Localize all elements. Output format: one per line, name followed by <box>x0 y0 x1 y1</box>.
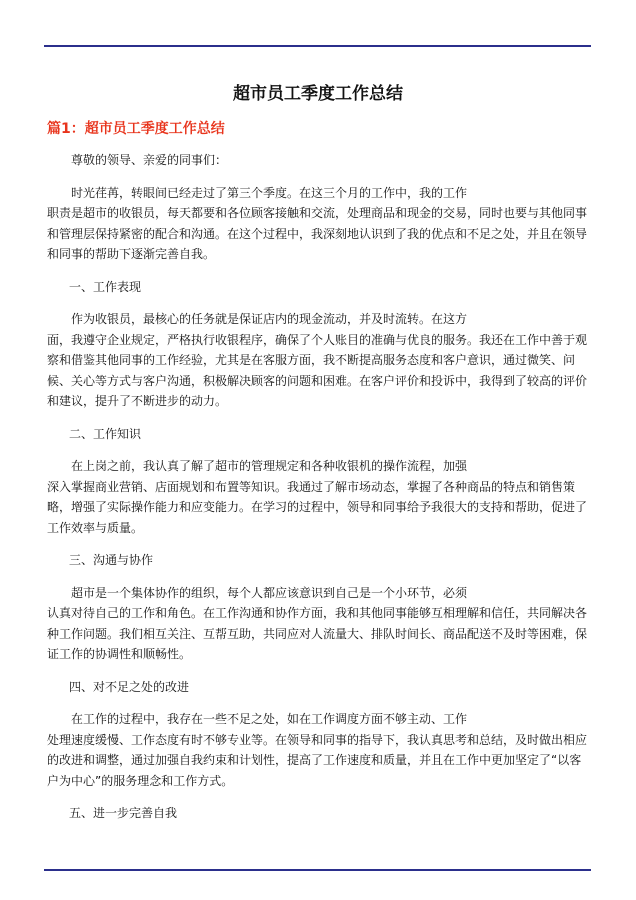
section-4-line-1: 在工作的过程中，我存在一些不足之处，如在工作调度方面不够主动、工作 <box>71 712 468 726</box>
top-rule <box>44 45 591 47</box>
section-3-line-1: 超市是一个集体协作的组织，每个人都应该意识到自己是一个小环节，必须 <box>71 585 468 600</box>
intro-line-1: 时光荏苒，转眼间已经走过了第三个季度。在这三个月的工作中，我的工作 <box>71 185 468 200</box>
section-paragraph-4 <box>47 709 589 791</box>
section-heading-5: 五、进一步完善自我 <box>69 806 178 820</box>
section-paragraph-3 <box>47 583 589 665</box>
section-heading-4: 四、对不足之处的改进 <box>69 679 190 694</box>
section-1-line-rest: 面，我遵守企业规定，严格执行收银程序，确保了个人账目的准确与优良的服务。我还在工作中善于观察和借鉴其他同事的工作经验，尤其是在客服方面，我不断提高服务态度和客户意识，通过微笑、问候、关心等方式与客户沟通，积极解决顾客的问题和困难。在客户评价和投诉中，我得到了较高的评价和建议，提升了不断进步的动力。 <box>47 332 588 408</box>
document-title: 超市员工季度工作总结 <box>233 84 403 104</box>
section-2-line-1: 在上岗之前，我认真了解了超市的管理规定和各种收银机的操作流程，加强 <box>71 459 468 473</box>
section-2-line-rest: 深入掌握商业营销、店面规划和布置等知识。我通过了解市场动态，掌握了各种商品的特点和销售策略，增强了实际操作能力和应变能力。在学习的过程中，领导和同事给予我很大的支持和帮助，促进了工作效率与质量。 <box>47 479 588 535</box>
section-4-line-rest: 处理速度缓慢、工作态度有时不够专业等。在领导和同事的指导下，我认真思考和总结，及时做出相应的改进和调整，通过加强自我约束和计划性，提高了工作速度和质量，并且在工作中更加坚定了“以客户为中心”的服务理念和工作方式。 <box>47 732 588 788</box>
section-heading-3: 三、沟通与协作 <box>69 553 154 567</box>
section-3-line-rest: 认真对待自己的工作和角色。在工作沟通和协作方面，我和其他同事能够互相理解和信任，共同解决各种工作问题。我们相互关注、互帮互助，共同应对人流量大、排队时间长、商品配送不及时等困难，保证工作的协调性和顺畅性。 <box>47 606 588 661</box>
document-body <box>47 82 589 836</box>
section-paragraph-1 <box>47 309 589 412</box>
intro-line-rest: 职责是超市的收银员，每天都要和各位顾客接触和交流，处理商品和现金的交易，同时也要与其他同事和管理层保持紧密的配合和沟通。在这个过程中，我深刻地认识到了我的优点和不足之处，并且在领导和同事的帮助下逐渐完善自我。 <box>47 206 588 261</box>
greeting: 尊敬的领导、亲爱的同事们： <box>71 153 228 167</box>
section-1-line-1: 作为收银员，最核心的任务就是保证店内的现金流动，并及时流转。在这方 <box>71 312 468 326</box>
section-heading-2: 二、工作知识 <box>69 426 142 441</box>
section-heading-1: 一、工作表现 <box>69 279 142 294</box>
intro-paragraph <box>47 183 589 265</box>
bottom-rule <box>44 869 591 871</box>
section-subtitle: 篇1：超市员工季度工作总结 <box>47 121 225 137</box>
section-paragraph-2 <box>47 456 589 538</box>
